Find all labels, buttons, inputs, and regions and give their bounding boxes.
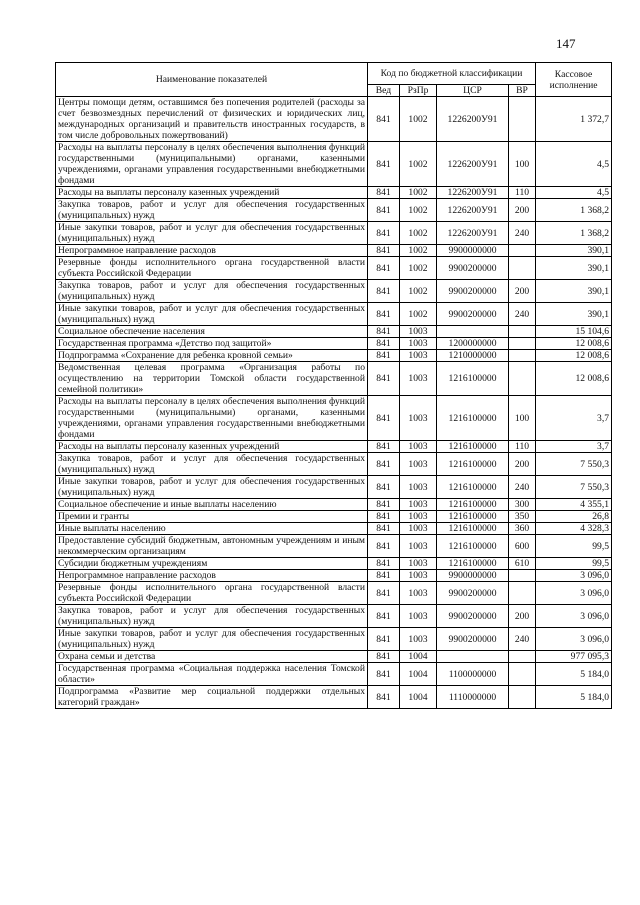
row-rzpr: 1002 [400, 142, 437, 187]
row-csr: 9900200000 [437, 280, 509, 303]
row-ved: 841 [368, 257, 400, 280]
header-cash-execution: Кассовое исполнение [536, 63, 612, 97]
row-rzpr: 1003 [400, 441, 437, 453]
row-rzpr: 1003 [400, 535, 437, 558]
row-csr: 9900200000 [437, 303, 509, 326]
row-rzpr: 1003 [400, 570, 437, 582]
row-csr [437, 651, 509, 663]
row-ved: 841 [368, 142, 400, 187]
row-csr: 1216100000 [437, 362, 509, 396]
table-row [56, 453, 612, 476]
row-name: Расходы на выплаты персоналу казенных учреждений [56, 441, 368, 453]
row-name: Подпрограмма «Сохранение для ребенка кровной семьи» [56, 350, 368, 362]
row-name: Расходы на выплаты персоналу казенных учреждений [56, 187, 368, 199]
table-row [56, 97, 612, 142]
table-row [56, 570, 612, 582]
row-ved: 841 [368, 663, 400, 686]
row-csr: 1100000000 [437, 663, 509, 686]
row-ved: 841 [368, 441, 400, 453]
row-rzpr: 1003 [400, 628, 437, 651]
row-ved: 841 [368, 199, 400, 222]
row-amount: 5 184,0 [536, 686, 612, 709]
row-name: Государственная программа «Детство под защитой» [56, 338, 368, 350]
row-vr: 200 [509, 605, 536, 628]
row-amount: 1 368,2 [536, 222, 612, 245]
row-name: Закупка товаров, работ и услуг для обеспечения государственных (муниципальных) нужд [56, 605, 368, 628]
row-vr: 600 [509, 535, 536, 558]
table-row [56, 350, 612, 362]
row-csr: 1226200У91 [437, 222, 509, 245]
row-ved: 841 [368, 570, 400, 582]
row-ved: 841 [368, 338, 400, 350]
row-vr [509, 651, 536, 663]
table-row [56, 142, 612, 187]
row-vr [509, 257, 536, 280]
header-vr: ВР [509, 85, 536, 97]
row-amount: 3 096,0 [536, 605, 612, 628]
row-csr: 1226200У91 [437, 142, 509, 187]
header-name: Наименование показателей [56, 63, 368, 97]
row-vr: 110 [509, 187, 536, 199]
row-csr: 1226200У91 [437, 199, 509, 222]
row-ved: 841 [368, 523, 400, 535]
row-name: Социальное обеспечение населения [56, 326, 368, 338]
row-rzpr: 1003 [400, 499, 437, 511]
row-amount: 3 096,0 [536, 582, 612, 605]
row-vr: 240 [509, 628, 536, 651]
row-ved: 841 [368, 651, 400, 663]
row-vr [509, 686, 536, 709]
row-csr: 1216100000 [437, 511, 509, 523]
row-csr [437, 326, 509, 338]
header-rzpr: РзПр [400, 85, 437, 97]
row-csr: 1200000000 [437, 338, 509, 350]
row-amount: 12 008,6 [536, 350, 612, 362]
row-ved: 841 [368, 396, 400, 441]
row-rzpr: 1002 [400, 257, 437, 280]
table-row [56, 187, 612, 199]
table-row [56, 628, 612, 651]
row-ved: 841 [368, 476, 400, 499]
row-vr [509, 663, 536, 686]
table-row [56, 338, 612, 350]
row-amount: 3 096,0 [536, 628, 612, 651]
row-name: Центры помощи детям, оставшимся без попечения родителей (расходы за счет безвозмездных перечислений от физических и юридических лиц, международных организаций и правительств иностранных государств, в том числе добровольных пожертвований) [56, 97, 368, 142]
table-header [56, 63, 612, 97]
row-amount: 12 008,6 [536, 338, 612, 350]
row-ved: 841 [368, 511, 400, 523]
row-rzpr: 1003 [400, 350, 437, 362]
row-rzpr: 1003 [400, 523, 437, 535]
row-name: Иные выплаты населению [56, 523, 368, 535]
row-csr: 1216100000 [437, 523, 509, 535]
row-rzpr: 1004 [400, 686, 437, 709]
row-rzpr: 1003 [400, 605, 437, 628]
table-row [56, 558, 612, 570]
row-name: Расходы на выплаты персоналу в целях обеспечения выполнения функций государственными (муниципальными) органами, казенными учреждениями, органами управления государственными внебюджетными фондами [56, 142, 368, 187]
budget-table [55, 62, 612, 709]
row-rzpr: 1004 [400, 651, 437, 663]
table-row [56, 605, 612, 628]
row-amount: 4,5 [536, 142, 612, 187]
row-ved: 841 [368, 362, 400, 396]
table-row [56, 686, 612, 709]
table-row [56, 245, 612, 257]
row-amount: 26,8 [536, 511, 612, 523]
table-body [56, 97, 612, 709]
row-ved: 841 [368, 350, 400, 362]
row-csr: 1216100000 [437, 558, 509, 570]
row-name: Закупка товаров, работ и услуг для обеспечения государственных (муниципальных) нужд [56, 199, 368, 222]
row-name: Государственная программа «Социальная поддержка населения Томской области» [56, 663, 368, 686]
row-amount: 390,1 [536, 280, 612, 303]
row-vr [509, 350, 536, 362]
row-rzpr: 1003 [400, 558, 437, 570]
row-csr: 9900000000 [437, 570, 509, 582]
row-csr: 9900200000 [437, 605, 509, 628]
row-name: Непрограммное направление расходов [56, 570, 368, 582]
row-name: Непрограммное направление расходов [56, 245, 368, 257]
table-row [56, 511, 612, 523]
row-vr [509, 245, 536, 257]
row-vr: 240 [509, 222, 536, 245]
row-rzpr: 1003 [400, 326, 437, 338]
row-ved: 841 [368, 558, 400, 570]
row-name: Закупка товаров, работ и услуг для обеспечения государственных (муниципальных) нужд [56, 453, 368, 476]
row-ved: 841 [368, 453, 400, 476]
row-rzpr: 1004 [400, 663, 437, 686]
row-name: Резервные фонды исполнительного органа государственной власти субъекта Российской Федерации [56, 582, 368, 605]
table-row [56, 280, 612, 303]
row-name: Закупка товаров, работ и услуг для обеспечения государственных (муниципальных) нужд [56, 280, 368, 303]
row-csr: 1216100000 [437, 476, 509, 499]
row-amount: 390,1 [536, 303, 612, 326]
table-row [56, 476, 612, 499]
row-amount: 99,5 [536, 558, 612, 570]
row-name: Иные закупки товаров, работ и услуг для обеспечения государственных (муниципальных) нужд [56, 222, 368, 245]
row-vr [509, 338, 536, 350]
row-rzpr: 1002 [400, 280, 437, 303]
row-vr [509, 362, 536, 396]
table-row [56, 535, 612, 558]
row-amount: 3 096,0 [536, 570, 612, 582]
row-vr [509, 582, 536, 605]
table-row [56, 441, 612, 453]
row-csr: 9900000000 [437, 245, 509, 257]
row-vr [509, 326, 536, 338]
header-ved: Вед [368, 85, 400, 97]
row-name: Резервные фонды исполнительного органа государственной власти субъекта Российской Федерации [56, 257, 368, 280]
table-row [56, 362, 612, 396]
row-vr: 200 [509, 280, 536, 303]
row-ved: 841 [368, 245, 400, 257]
row-name: Расходы на выплаты персоналу в целях обеспечения выполнения функций государственными (муниципальными) органами, казенными учреждениями, органами управления государственными внебюджетными фондами [56, 396, 368, 441]
row-rzpr: 1002 [400, 97, 437, 142]
table-row [56, 523, 612, 535]
row-rzpr: 1002 [400, 245, 437, 257]
row-rzpr: 1002 [400, 187, 437, 199]
row-amount: 3,7 [536, 441, 612, 453]
row-rzpr: 1003 [400, 396, 437, 441]
row-amount: 4 355,1 [536, 499, 612, 511]
row-amount: 390,1 [536, 257, 612, 280]
row-csr: 1226200У91 [437, 97, 509, 142]
row-csr: 1216100000 [437, 535, 509, 558]
row-amount: 390,1 [536, 245, 612, 257]
row-vr: 240 [509, 476, 536, 499]
row-ved: 841 [368, 326, 400, 338]
row-vr: 240 [509, 303, 536, 326]
row-amount: 15 104,6 [536, 326, 612, 338]
table-row [56, 499, 612, 511]
row-csr: 1216100000 [437, 453, 509, 476]
table-row [56, 651, 612, 663]
row-ved: 841 [368, 97, 400, 142]
row-csr: 9900200000 [437, 628, 509, 651]
table-row [56, 326, 612, 338]
row-csr: 1216100000 [437, 396, 509, 441]
table-row [56, 663, 612, 686]
row-amount: 7 550,3 [536, 476, 612, 499]
row-name: Социальное обеспечение и иные выплаты населению [56, 499, 368, 511]
row-vr: 350 [509, 511, 536, 523]
row-name: Премии и гранты [56, 511, 368, 523]
table-row [56, 396, 612, 441]
row-name: Иные закупки товаров, работ и услуг для обеспечения государственных (муниципальных) нужд [56, 303, 368, 326]
row-csr: 1216100000 [437, 499, 509, 511]
row-csr: 9900200000 [437, 257, 509, 280]
row-csr: 1216100000 [437, 441, 509, 453]
row-rzpr: 1003 [400, 511, 437, 523]
header-csr: ЦСР [437, 85, 509, 97]
row-amount: 1 368,2 [536, 199, 612, 222]
row-ved: 841 [368, 605, 400, 628]
row-vr [509, 570, 536, 582]
row-vr: 300 [509, 499, 536, 511]
row-rzpr: 1003 [400, 338, 437, 350]
row-rzpr: 1002 [400, 222, 437, 245]
row-vr: 360 [509, 523, 536, 535]
row-vr: 100 [509, 142, 536, 187]
row-rzpr: 1002 [400, 199, 437, 222]
row-rzpr: 1003 [400, 582, 437, 605]
row-vr: 110 [509, 441, 536, 453]
row-amount: 4 328,3 [536, 523, 612, 535]
row-ved: 841 [368, 628, 400, 651]
row-name: Предоставление субсидий бюджетным, автономным учреждениям и иным некоммерческим организациям [56, 535, 368, 558]
row-amount: 4,5 [536, 187, 612, 199]
row-name: Охрана семьи и детства [56, 651, 368, 663]
row-amount: 12 008,6 [536, 362, 612, 396]
header-code-group: Код по бюджетной классификации [368, 63, 536, 85]
row-csr: 1226200У91 [437, 187, 509, 199]
row-ved: 841 [368, 303, 400, 326]
row-rzpr: 1002 [400, 303, 437, 326]
table-row [56, 199, 612, 222]
row-vr: 610 [509, 558, 536, 570]
table-row [56, 222, 612, 245]
row-ved: 841 [368, 187, 400, 199]
row-csr: 1110000000 [437, 686, 509, 709]
row-amount: 7 550,3 [536, 453, 612, 476]
row-csr: 9900200000 [437, 582, 509, 605]
row-rzpr: 1003 [400, 362, 437, 396]
row-csr: 1210000000 [437, 350, 509, 362]
page-number: 147 [556, 36, 576, 51]
row-ved: 841 [368, 280, 400, 303]
row-vr [509, 97, 536, 142]
row-amount: 1 372,7 [536, 97, 612, 142]
row-vr: 100 [509, 396, 536, 441]
row-ved: 841 [368, 535, 400, 558]
table-row [56, 303, 612, 326]
row-name: Ведомственная целевая программа «Организация работы по осуществлению на территории Томской области государственной семейной политики» [56, 362, 368, 396]
row-ved: 841 [368, 686, 400, 709]
row-vr: 200 [509, 199, 536, 222]
row-ved: 841 [368, 222, 400, 245]
row-amount: 3,7 [536, 396, 612, 441]
row-amount: 977 095,3 [536, 651, 612, 663]
row-name: Субсидии бюджетным учреждениям [56, 558, 368, 570]
row-rzpr: 1003 [400, 453, 437, 476]
row-name: Иные закупки товаров, работ и услуг для обеспечения государственных (муниципальных) нужд [56, 628, 368, 651]
row-rzpr: 1003 [400, 476, 437, 499]
row-name: Подпрограмма «Развитие мер социальной поддержки отдельных категорий граждан» [56, 686, 368, 709]
row-amount: 99,5 [536, 535, 612, 558]
row-amount: 5 184,0 [536, 663, 612, 686]
row-name: Иные закупки товаров, работ и услуг для обеспечения государственных (муниципальных) нужд [56, 476, 368, 499]
table-row [56, 257, 612, 280]
row-ved: 841 [368, 499, 400, 511]
row-ved: 841 [368, 582, 400, 605]
table-row [56, 582, 612, 605]
row-vr: 200 [509, 453, 536, 476]
